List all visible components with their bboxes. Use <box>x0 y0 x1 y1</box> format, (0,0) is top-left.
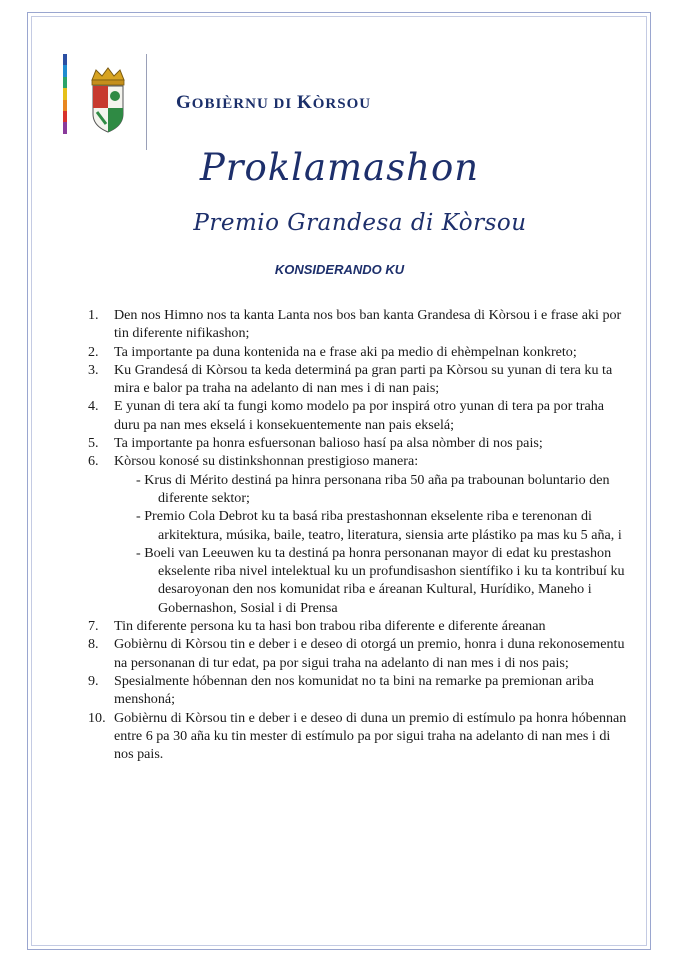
item-number: 10. <box>88 709 106 726</box>
document-subtitle: Premio Grandesa di Kòrsou <box>193 210 527 236</box>
item-text: Den nos Himno nos ta kanta Lanta nos bos ban kanta Grandesa di Kòrsou i e frase aki por tin diferente nifikashon; <box>114 307 622 342</box>
item-text: Spesialmente hóbennan den nos komunidat no ta bini na remarke pa premionan ariba menshoná; <box>114 672 594 708</box>
list-item <box>88 452 628 470</box>
stripe-segment <box>63 100 67 111</box>
section-heading: KONSIDERANDO KU <box>274 262 405 277</box>
sub-list-item: - Premio Cola Debrot ku ta basá riba prestashonnan ekselente riba e terenonan di arkitektura, músika, baile, teatro, literatura, siensia arte plástiko pa mas ku 5 aña, i <box>136 508 622 543</box>
item-text: Tin diferente persona ku ta hasi bon trabou riba diferente e diferente áreanan <box>114 618 546 635</box>
item-text: Gobièrnu di Kòrsou tin e deber i e deseo di otorgá un premio, honra i duna rekonosementu na personanan di tur edat, pa por sigui traha na adelanto di nan mes i di nos pais; <box>114 636 625 671</box>
list-item <box>88 672 628 709</box>
item-number: 5. <box>88 435 99 452</box>
sub-list-item: - Boeli van Leeuwen ku ta destiná pa honra personanan mayor di edat ku prestashon ekselente riba nivel intelektual ku un profundisashon sientífiko i ku ta kontribuí ku desaroyonan den nos komunidat riba e áreanan Kultural, Hurídiko, Maneho i Gobernashon, Sosial i di Prensa <box>136 544 625 616</box>
coat-of-arms-icon <box>88 66 128 134</box>
item-number: 6. <box>88 453 99 470</box>
item-number: 9. <box>88 672 99 689</box>
item-number: 1. <box>88 307 99 323</box>
org-name-part: OBIÈRNU DI <box>191 96 297 112</box>
org-initial: K <box>296 92 313 113</box>
org-name-part: ÒRSOU <box>312 96 372 112</box>
list-item <box>88 361 628 398</box>
item-text: Ta importante pa honra esfuersonan balioso hasí pa alsa nòmber di nos pais; <box>114 435 543 452</box>
list-item <box>88 635 628 672</box>
item-text: Ku Grandesá di Kòrsou ta keda determiná pa gran parti pa Kòrsou su yunan di tera ku ta mira e balor pa traha na adelanto di nan mes i di nan pais; <box>114 361 613 397</box>
stripe-segment <box>63 54 67 65</box>
document-title: Proklamashon <box>199 146 480 189</box>
org-initial: G <box>176 92 192 113</box>
list-item <box>88 709 628 764</box>
item-number: 7. <box>88 618 99 635</box>
stripe-segment <box>63 65 67 76</box>
stripe-segment <box>63 111 67 122</box>
item-text: Gobièrnu di Kòrsou tin e deber i e deseo di duna un premio di estímulo pa honra hóbennan entre 6 pa 30 aña ku tin mester di estímulo pa por sigui traha na adelanto di nan mes i di nos pais. <box>114 709 627 763</box>
stripe-segment <box>63 77 67 88</box>
considerations-list <box>88 306 628 763</box>
stripe-segment <box>63 122 67 133</box>
list-item <box>88 434 628 452</box>
list-item <box>88 617 628 635</box>
item-number: 3. <box>88 361 99 378</box>
item-text: E yunan di tera akí ta fungi komo modelo pa por inspirá otro yunan di tera pa por traha duru pa nan mes ekselá i konsekuentemente nan pais ekselá; <box>114 398 605 433</box>
list-item <box>88 397 628 434</box>
list-item <box>88 306 628 343</box>
header-divider <box>146 54 147 150</box>
item-number: 2. <box>88 343 99 360</box>
item-text: Kòrsou konosé su distinkshonnan prestigioso manera: <box>114 453 419 470</box>
item-number: 8. <box>88 636 99 653</box>
item-text: Ta importante pa duna kontenida na e frase aki pa medio di ehèmpelnan konkreto; <box>114 343 577 360</box>
color-stripe <box>63 54 67 134</box>
stripe-segment <box>63 88 67 99</box>
organization-name <box>176 92 371 114</box>
sub-list-item: - Krus di Mérito destiná pa hinra personana riba 50 aña pa trabounan boluntario den diferente sektor; <box>136 471 610 506</box>
item-number: 4. <box>88 398 99 415</box>
list-item <box>88 343 628 361</box>
